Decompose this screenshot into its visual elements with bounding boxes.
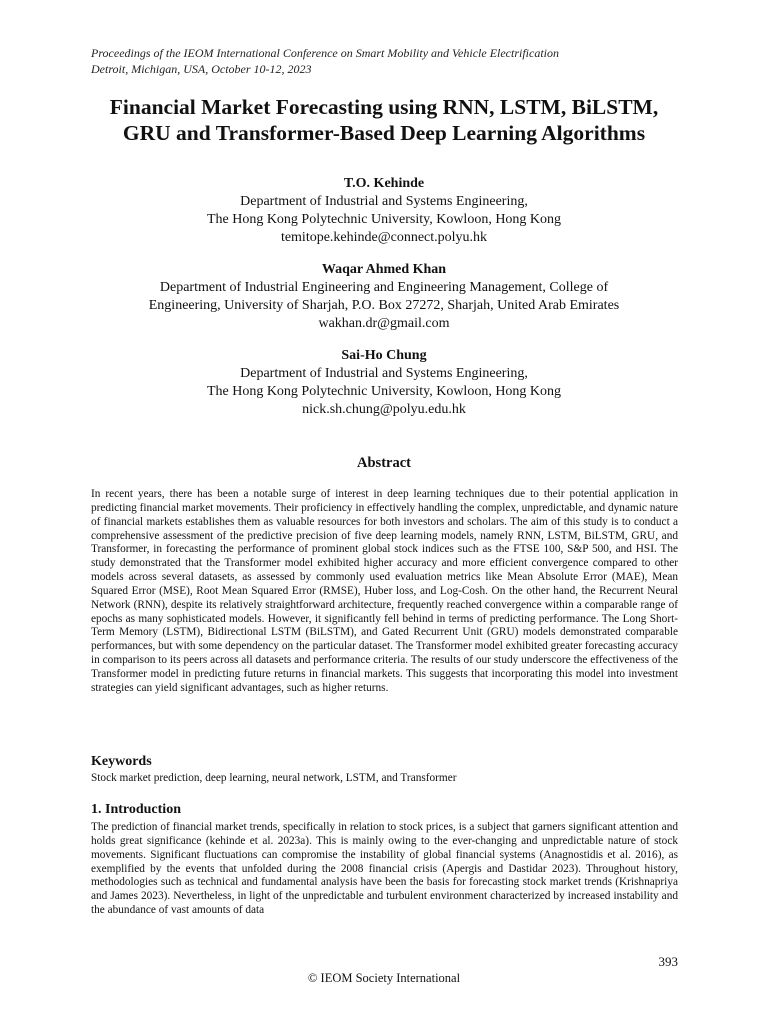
- introduction-text: The prediction of financial market trends, specifically in relation to stock prices, is a subject that garners significant attention and holds great significance (kehinde et al. 2023a). This is mainly owing to the ever-changing and unpredictable nature of stock movements. Significant fluctuations can compromise the instability of global financial systems (Anagnostidis et al. 2016), as exemplified by the events that unfolded during the 2008 financial crisis (Apergis and Dastidar 2023). Throughout history, methodologies such as technical and fundamental analysis have been the basis for forecasting stock market trends (Krishnapriya and James 2023). Nevertheless, in light of the unpredictable and turbulent environment characterized by increased instability and the abundance of vast amounts of data: [91, 821, 678, 917]
- keywords-heading: Keywords: [91, 754, 152, 769]
- conference-location-date: Detroit, Michigan, USA, October 10-12, 2023: [91, 62, 312, 76]
- keywords-text: Stock market prediction, deep learning, neural network, LSTM, and Transformer: [91, 772, 457, 784]
- paper-title: [60, 94, 708, 146]
- abstract-text: In recent years, there has been a notable surge of interest in deep learning techniques due to their potential application in predicting financial market movements. Their proficiency in effectively handling the complex, unpredictable, and dynamic nature of financial markets establishes them as valuable resources for both investors and scholars. The aim of this study is to conduct a comprehensive assessment of the predictive precision of five deep learning models, namely RNN, LSTM, BiLSTM, GRU, and Transformer, in forecasting the performance of prominent global stock indices such as the FTSE 100, S&P 500, and HSI. The study demonstrated that the Transformer model exhibited higher accuracy and more efficient convergence compared to other models across several datasets, as assessed by commonly used evaluation metrics like Mean Absolute Error (MAE), Mean Squared Error (MSE), Root Mean Squared Error (RMSE), Huber loss, and Log-Cosh. On the other hand, the Recurrent Neural Network (RNN), despite its relatively straightforward architecture, frequently reached convergence within a comparable range of epochs as many sophisticated models. However, it significantly fell behind in terms of predicting performance. The Long Short-Term Memory (LSTM), Bidirectional LSTM (BiLSTM), and Gated Recurrent Unit (GRU) models demonstrated comparable performances, but with some dependency on the particular dataset. The Transformer model exhibited greater forecasting accuracy in comparison to its peers across all datasets and performance criteria. The results of our study underscore the effectiveness of the Transformer model in predicting future returns in financial markets. This suggests that incorporating this model into investment strategies can yield significant advantages, such as higher returns.: [91, 488, 678, 694]
- author-affiliation: The Hong Kong Polytechnic University, Kowloon, Hong Kong: [206, 212, 562, 227]
- copyright-footer: © IEOM Society International: [307, 971, 461, 985]
- author-name: Waqar Ahmed Khan: [321, 262, 447, 277]
- introduction-heading: 1. Introduction: [91, 802, 181, 817]
- author-name: Sai-Ho Chung: [341, 348, 427, 363]
- page-number: 393: [658, 954, 678, 969]
- author-block-2: [100, 261, 668, 333]
- abstract-heading: Abstract: [357, 455, 411, 471]
- author-affiliation: Department of Industrial Engineering and Engineering Management, College of: [159, 280, 609, 295]
- conference-name: Proceedings of the IEOM International Conference on Smart Mobility and Vehicle Electrification: [91, 46, 560, 60]
- author-block-3: [100, 347, 668, 419]
- author-affiliation: Department of Industrial and Systems Engineering,: [240, 366, 528, 381]
- author-name: T.O. Kehinde: [343, 176, 425, 191]
- author-email[interactable]: temitope.kehinde@connect.polyu.hk: [280, 230, 488, 245]
- paper-title-line-2: GRU and Transformer-Based Deep Learning Algorithms: [122, 121, 646, 145]
- author-affiliation: The Hong Kong Polytechnic University, Kowloon, Hong Kong: [206, 384, 562, 399]
- author-affiliation: Engineering, University of Sharjah, P.O. Box 27272, Sharjah, United Arab Emirates: [148, 298, 620, 313]
- conference-header: [91, 45, 691, 77]
- author-block-1: [100, 175, 668, 247]
- author-email[interactable]: wakhan.dr@gmail.com: [318, 316, 450, 331]
- author-email[interactable]: nick.sh.chung@polyu.edu.hk: [302, 402, 466, 417]
- paper-title-line-1: Financial Market Forecasting using RNN, LSTM, BiLSTM,: [109, 95, 659, 119]
- author-affiliation: Department of Industrial and Systems Engineering,: [240, 194, 528, 209]
